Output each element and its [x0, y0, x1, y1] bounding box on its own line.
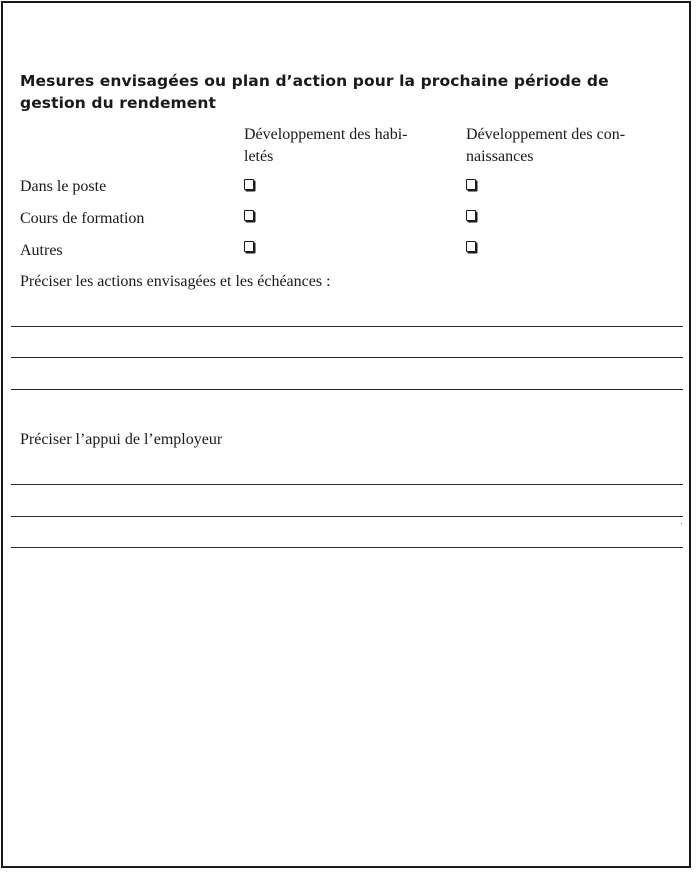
- checkbox-training-knowledge[interactable]: [466, 210, 476, 221]
- checkbox-training-skills[interactable]: [244, 210, 254, 221]
- support-line-3[interactable]: [11, 547, 683, 548]
- checkbox-other-knowledge[interactable]: [466, 241, 476, 252]
- support-line-1[interactable]: [11, 484, 683, 485]
- checkbox-other-skills[interactable]: [244, 241, 254, 252]
- actions-line-3[interactable]: [11, 389, 683, 390]
- scan-speck: [681, 523, 682, 524]
- row-label-training: Cours de formation: [20, 210, 145, 227]
- actions-line-1[interactable]: [11, 326, 683, 327]
- checkbox-in-position-knowledge[interactable]: [466, 179, 476, 190]
- checkbox-in-position-skills[interactable]: [244, 179, 254, 190]
- row-label-in-position: Dans le poste: [20, 178, 107, 195]
- row-label-other: Autres: [20, 242, 63, 259]
- section-title: Mesures envisagées ou plan d’action pour la prochaine période de gestion du rendement: [20, 72, 609, 112]
- support-line-2[interactable]: [11, 516, 683, 517]
- actions-label: Préciser les actions envisagées et les échéances :: [20, 273, 331, 290]
- actions-line-2[interactable]: [11, 357, 683, 358]
- support-label: Préciser l’appui de l’employeur: [20, 431, 223, 448]
- column-header-knowledge: Développement des con- naissances: [466, 126, 626, 165]
- column-header-skills: Développement des habi- letés: [244, 126, 408, 165]
